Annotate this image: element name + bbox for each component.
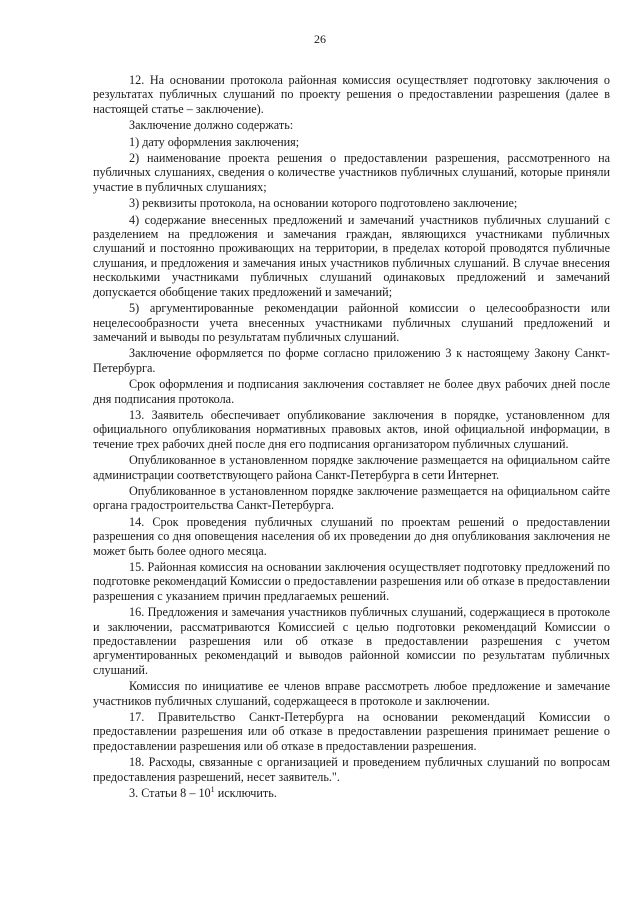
paragraph-form: Заключение оформляется по форме согласно приложению 3 к настоящему Закону Санкт-Петербурга.: [93, 346, 610, 375]
paragraph-deadline: Срок оформления и подписания заключения составляет не более двух рабочих дней после дня подписания протокола.: [93, 377, 610, 406]
paragraph-12: 12. На основании протокола районная комиссия осуществляет подготовку заключения о результатах публичных слушаний по проекту решения о предоставлении разрешения (далее в настоящей статье – заключение).: [93, 73, 610, 116]
document-body: [93, 73, 610, 801]
paragraph-15: 15. Районная комиссия на основании заключения осуществляет подготовку предложений по подготовке рекомендаций Комиссии о предоставлении разрешения или об отказе в предоставлении разрешения с указанием причин предлагаемых решений.: [93, 560, 610, 603]
paragraph-16: 16. Предложения и замечания участников публичных слушаний, содержащиеся в протоколе и заключении, рассматриваются Комиссией с целью подготовки рекомендаций Комиссии о предоставлении разрешения или об отказе в предоставлении разрешения с учетом аргументированных рекомендаций и выводов районной комиссии по результатам публичных слушаний.: [93, 605, 610, 677]
articles-removed-tail: исключить.: [214, 786, 277, 801]
paragraph-13: 13. Заявитель обеспечивает опубликование заключения в порядке, установленном для официального опубликования нормативных правовых актов, иной официальной информации, в течение трех рабочих дней после дня его подписания организатором публичных слушаний.: [93, 407, 610, 451]
list-item-4: 4) содержание внесенных предложений и замечаний участников публичных слушаний с разделением на предложения и замечания граждан, являющихся участниками публичных слушаний и постоянно проживающих на территории, в пределах которой проводятся публичные слушания, и предложения и замечания иных участников публичных слушаний. В случае внесения несколькими участниками публичных слушаний одинаковых предложений и замечаний допускается обобщение таких предложений и замечаний;: [93, 212, 610, 299]
paragraph-commission-initiative: Комиссия по инициативе ее членов вправе рассмотреть любое предложение и замечание участников публичных слушаний, содержащееся в протоколе и заключении.: [93, 679, 610, 708]
paragraph-articles-removed: [93, 786, 610, 800]
superscript-marker: 1: [210, 785, 215, 795]
page-number: 26: [314, 32, 326, 46]
paragraph-conclusion-contents: Заключение должно содержать:: [129, 118, 294, 133]
list-item-3: 3) реквизиты протокола, на основании которого подготовлено заключение;: [129, 196, 518, 211]
list-item-5: 5) аргументированные рекомендации районной комиссии о целесообразности или нецелесообразности учета внесенных участниками публичных слушаний предложений и замечаний и выводы по результатам публичных слушаний.: [93, 301, 610, 344]
paragraph-17: 17. Правительство Санкт-Петербурга на основании рекомендаций Комиссии о предоставлении разрешения или об отказе в предоставлении разрешения принимает решение о предоставлении разрешения или об отказе в предоставлении разрешения.: [93, 710, 610, 753]
list-item-2: 2) наименование проекта решения о предоставлении разрешения, рассмотренного на публичных слушаниях, сведения о количестве участников публичных слушаний, которые приняли участие в публичных слушаниях;: [93, 151, 610, 194]
paragraph-urban-site: Опубликованное в установленном порядке заключение размещается на официальном сайте органа градостроительства Санкт-Петербурга.: [93, 483, 610, 513]
list-item-1: 1) дату оформления заключения;: [129, 134, 300, 149]
articles-removed-text: 3. Статьи 8 – 10: [129, 786, 211, 801]
paragraph-district-site: Опубликованное в установленном порядке заключение размещается на официальном сайте администрации соответствующего района Санкт-Петербурга в сети Интернет.: [93, 453, 610, 482]
paragraph-14: 14. Срок проведения публичных слушаний по проектам решений о предоставлении разрешения со дня оповещения населения об их проведении до дня опубликования заключения не может быть более одного месяца.: [93, 514, 610, 558]
paragraph-18: 18. Расходы, связанные с организацией и проведением публичных слушаний по вопросам предоставления разрешений, несет заявитель.".: [93, 755, 610, 784]
